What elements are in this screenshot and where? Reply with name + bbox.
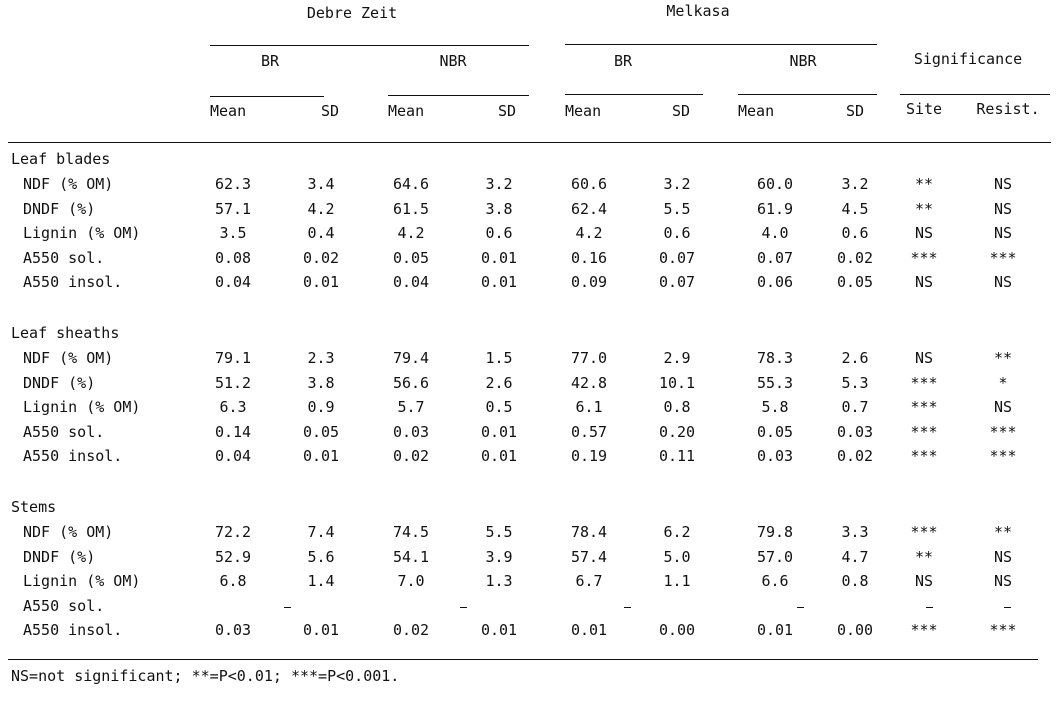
cell-value: 0.19 bbox=[570, 447, 608, 466]
significance-resistance: NS bbox=[993, 175, 1013, 193]
cell-value: 0.7 bbox=[841, 398, 869, 417]
cell-value: 2.9 bbox=[663, 349, 691, 367]
cell-value: 0.07 bbox=[658, 273, 696, 292]
cell-value: 5.6 bbox=[307, 547, 335, 566]
significance-site: ** bbox=[914, 199, 934, 218]
cell-value: 3.2 bbox=[485, 175, 513, 193]
cell-value: 62.4 bbox=[570, 199, 608, 218]
cell-value: 0.01 bbox=[302, 273, 340, 292]
significance-site: NS bbox=[914, 572, 934, 591]
cell-value: 4.5 bbox=[841, 199, 869, 218]
cell-value: 6.8 bbox=[219, 572, 247, 591]
empty-value-dash bbox=[1004, 607, 1011, 608]
cell-value: 0.01 bbox=[480, 447, 518, 466]
site-header: Melkasa bbox=[666, 2, 730, 20]
significance-resistance: ** bbox=[993, 523, 1013, 541]
cell-value: 5.0 bbox=[663, 547, 691, 566]
empty-value-dash bbox=[624, 607, 631, 608]
significance-resistance: NS bbox=[993, 199, 1013, 218]
significance-site: *** bbox=[910, 447, 938, 466]
cell-value: 0.05 bbox=[756, 422, 794, 441]
cell-value: 3.9 bbox=[485, 547, 513, 566]
group-header: NBR bbox=[439, 52, 467, 70]
cell-value: 0.16 bbox=[570, 248, 608, 267]
cell-value: 0.05 bbox=[392, 248, 430, 267]
row-label: A550 sol. bbox=[23, 248, 105, 267]
group-header: BR bbox=[613, 52, 633, 70]
cell-value: 54.1 bbox=[392, 547, 430, 566]
cell-value: 6.6 bbox=[761, 572, 789, 591]
cell-value: 55.3 bbox=[756, 373, 794, 392]
cell-value: 79.8 bbox=[756, 523, 794, 541]
empty-value-dash bbox=[797, 607, 804, 608]
row-label: NDF (% OM) bbox=[23, 349, 114, 367]
cell-value: 0.01 bbox=[480, 621, 518, 640]
cell-value: 0.08 bbox=[214, 248, 252, 267]
cell-value: 74.5 bbox=[392, 523, 430, 541]
cell-value: 0.8 bbox=[841, 572, 869, 591]
row-label: A550 sol. bbox=[23, 422, 105, 441]
empty-value-dash bbox=[926, 607, 933, 608]
significance-site: NS bbox=[914, 224, 934, 243]
group-rule bbox=[565, 94, 703, 95]
cell-value: 4.7 bbox=[841, 547, 869, 566]
group-rule bbox=[738, 94, 877, 95]
row-label: DNDF (%) bbox=[23, 199, 96, 218]
cell-value: 4.2 bbox=[397, 224, 425, 243]
cell-value: 52.9 bbox=[214, 547, 252, 566]
column-header: Mean bbox=[565, 102, 602, 120]
site-rule bbox=[210, 45, 529, 46]
cell-value: 4.2 bbox=[575, 224, 603, 243]
cell-value: 1.3 bbox=[485, 572, 513, 591]
cell-value: 4.2 bbox=[307, 199, 335, 218]
column-header: SD bbox=[845, 102, 865, 120]
bottom-rule bbox=[8, 659, 1038, 660]
cell-value: 1.5 bbox=[485, 349, 513, 367]
cell-value: 6.2 bbox=[663, 523, 691, 541]
cell-value: 0.01 bbox=[570, 621, 608, 640]
cell-value: 0.02 bbox=[302, 248, 340, 267]
cell-value: 3.2 bbox=[663, 175, 691, 193]
significance-site: NS bbox=[914, 349, 934, 367]
significance-resistance: NS bbox=[993, 273, 1013, 292]
cell-value: 1.4 bbox=[307, 572, 335, 591]
row-label: A550 insol. bbox=[23, 447, 123, 466]
cell-value: 61.9 bbox=[756, 199, 794, 218]
group-header: BR bbox=[260, 52, 280, 70]
cell-value: 3.8 bbox=[485, 199, 513, 218]
cell-value: 78.4 bbox=[570, 523, 608, 541]
row-label: A550 sol. bbox=[23, 596, 105, 615]
cell-value: 7.4 bbox=[307, 523, 335, 541]
significance-site: ** bbox=[914, 547, 934, 566]
cell-value: 0.5 bbox=[485, 398, 513, 417]
cell-value: 0.8 bbox=[663, 398, 691, 417]
cell-value: 79.4 bbox=[392, 349, 430, 367]
cell-value: 57.4 bbox=[570, 547, 608, 566]
cell-value: 0.00 bbox=[836, 621, 874, 640]
significance-resistance: *** bbox=[989, 422, 1017, 441]
cell-value: 5.5 bbox=[663, 199, 691, 218]
cell-value: 2.6 bbox=[841, 349, 869, 367]
cell-value: 0.14 bbox=[214, 422, 252, 441]
significance-resistance: NS bbox=[993, 572, 1013, 591]
cell-value: 0.02 bbox=[836, 447, 874, 466]
cell-value: 3.3 bbox=[841, 523, 869, 541]
column-header: SD bbox=[497, 102, 517, 120]
cell-value: 2.3 bbox=[307, 349, 335, 367]
cell-value: 77.0 bbox=[570, 349, 608, 367]
cell-value: 0.04 bbox=[214, 447, 252, 466]
cell-value: 0.03 bbox=[214, 621, 252, 640]
row-label: NDF (% OM) bbox=[23, 523, 114, 541]
cell-value: 0.03 bbox=[392, 422, 430, 441]
significance-site: ** bbox=[914, 175, 934, 193]
cell-value: 5.7 bbox=[397, 398, 425, 417]
group-rule bbox=[900, 94, 1050, 95]
cell-value: 1.1 bbox=[663, 572, 691, 591]
cell-value: 0.05 bbox=[836, 273, 874, 292]
row-label: NDF (% OM) bbox=[23, 175, 114, 193]
cell-value: 0.6 bbox=[663, 224, 691, 243]
significance-site: *** bbox=[910, 422, 938, 441]
cell-value: 0.04 bbox=[214, 273, 252, 292]
cell-value: 0.02 bbox=[392, 621, 430, 640]
group-header: NBR bbox=[789, 52, 817, 70]
cell-value: 0.9 bbox=[307, 398, 335, 417]
cell-value: 0.01 bbox=[302, 621, 340, 640]
cell-value: 7.0 bbox=[397, 572, 425, 591]
significance-resistance: ** bbox=[993, 349, 1013, 367]
group-rule bbox=[210, 96, 324, 97]
empty-value-dash bbox=[460, 607, 467, 608]
cell-value: 72.2 bbox=[214, 523, 252, 541]
cell-value: 0.6 bbox=[485, 224, 513, 243]
footnote: NS=not significant; **=P<0.01; ***=P<0.001. bbox=[11, 667, 400, 685]
significance-site: *** bbox=[910, 248, 938, 267]
column-header: SD bbox=[320, 102, 340, 120]
significance-resistance: NS bbox=[993, 547, 1013, 566]
significance-resistance: NS bbox=[993, 398, 1013, 417]
significance-resistance: *** bbox=[989, 621, 1017, 640]
row-label: DNDF (%) bbox=[23, 547, 96, 566]
column-header: Site bbox=[905, 100, 943, 118]
cell-value: 0.02 bbox=[392, 447, 430, 466]
group-rule bbox=[388, 95, 529, 96]
significance-resistance: *** bbox=[989, 248, 1017, 267]
cell-value: 5.3 bbox=[841, 373, 869, 392]
cell-value: 0.02 bbox=[836, 248, 874, 267]
cell-value: 0.20 bbox=[658, 422, 696, 441]
section-title: Leaf blades bbox=[11, 150, 111, 168]
cell-value: 6.3 bbox=[219, 398, 247, 417]
row-label: A550 insol. bbox=[23, 621, 123, 640]
site-rule bbox=[565, 44, 877, 45]
cell-value: 51.2 bbox=[214, 373, 252, 392]
cell-value: 78.3 bbox=[756, 349, 794, 367]
cell-value: 0.07 bbox=[756, 248, 794, 267]
cell-value: 6.7 bbox=[575, 572, 603, 591]
row-label: A550 insol. bbox=[23, 273, 123, 292]
column-header: SD bbox=[671, 102, 691, 120]
cell-value: 3.2 bbox=[841, 175, 869, 193]
site-header: Debre Zeit bbox=[306, 4, 398, 22]
cell-value: 61.5 bbox=[392, 199, 430, 218]
cell-value: 0.00 bbox=[658, 621, 696, 640]
column-header: Mean bbox=[388, 102, 425, 120]
cell-value: 0.01 bbox=[480, 248, 518, 267]
row-label: Lignin (% OM) bbox=[23, 572, 141, 591]
significance-site: *** bbox=[910, 523, 938, 541]
significance-site: *** bbox=[910, 398, 938, 417]
cell-value: 2.6 bbox=[485, 373, 513, 392]
cell-value: 60.0 bbox=[756, 175, 794, 193]
section-title: Leaf sheaths bbox=[11, 324, 120, 342]
section-title: Stems bbox=[11, 498, 57, 516]
significance-header: Significance bbox=[913, 50, 1023, 68]
cell-value: 0.01 bbox=[480, 422, 518, 441]
cell-value: 3.4 bbox=[307, 175, 335, 193]
cell-value: 0.09 bbox=[570, 273, 608, 292]
cell-value: 0.05 bbox=[302, 422, 340, 441]
cell-value: 6.1 bbox=[575, 398, 603, 417]
cell-value: 0.06 bbox=[756, 273, 794, 292]
cell-value: 42.8 bbox=[570, 373, 608, 392]
cell-value: 0.11 bbox=[658, 447, 696, 466]
row-label: DNDF (%) bbox=[23, 373, 96, 392]
empty-value-dash bbox=[284, 607, 291, 608]
cell-value: 0.03 bbox=[836, 422, 874, 441]
cell-value: 0.07 bbox=[658, 248, 696, 267]
row-label: Lignin (% OM) bbox=[23, 398, 141, 417]
column-header: Mean bbox=[210, 102, 247, 120]
header-rule bbox=[8, 142, 1051, 143]
cell-value: 57.0 bbox=[756, 547, 794, 566]
significance-resistance: *** bbox=[989, 447, 1017, 466]
significance-site: *** bbox=[910, 373, 938, 392]
cell-value: 3.5 bbox=[219, 224, 247, 243]
cell-value: 0.4 bbox=[307, 224, 335, 243]
cell-value: 0.01 bbox=[756, 621, 794, 640]
cell-value: 60.6 bbox=[570, 175, 608, 193]
cell-value: 64.6 bbox=[392, 175, 430, 193]
cell-value: 5.8 bbox=[761, 398, 789, 417]
column-header: Resist. bbox=[976, 100, 1040, 118]
cell-value: 3.8 bbox=[307, 373, 335, 392]
cell-value: 0.04 bbox=[392, 273, 430, 292]
cell-value: 56.6 bbox=[392, 373, 430, 392]
cell-value: 0.6 bbox=[841, 224, 869, 243]
significance-site: *** bbox=[910, 621, 938, 640]
cell-value: 0.01 bbox=[302, 447, 340, 466]
cell-value: 79.1 bbox=[214, 349, 252, 367]
cell-value: 0.57 bbox=[570, 422, 608, 441]
significance-resistance: * bbox=[998, 373, 1008, 392]
column-header: Mean bbox=[738, 102, 775, 120]
cell-value: 10.1 bbox=[658, 373, 696, 392]
cell-value: 62.3 bbox=[214, 175, 252, 193]
significance-site: NS bbox=[914, 273, 934, 292]
cell-value: 57.1 bbox=[214, 199, 252, 218]
cell-value: 5.5 bbox=[485, 523, 513, 541]
cell-value: 4.0 bbox=[761, 224, 789, 243]
cell-value: 0.01 bbox=[480, 273, 518, 292]
row-label: Lignin (% OM) bbox=[23, 224, 141, 243]
significance-resistance: NS bbox=[993, 224, 1013, 243]
cell-value: 0.03 bbox=[756, 447, 794, 466]
